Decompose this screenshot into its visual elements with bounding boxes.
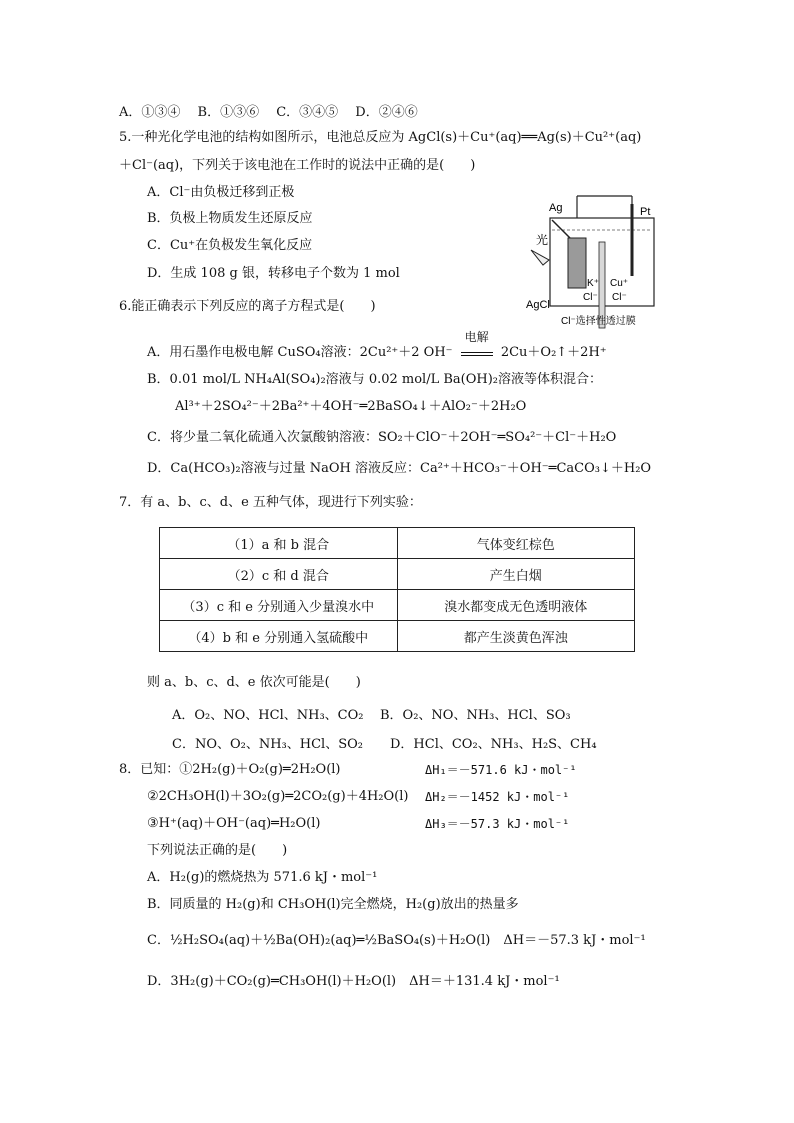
table-cell-experiment: （4）b 和 e 分别通入氢硫酸中 — [160, 621, 398, 652]
q8-equation-2: ②2CH₃OH(l)＋3O₂(g)═2CO₂(g)＋4H₂O(l) — [147, 789, 409, 804]
q8-option-c: C．½H₂SO₄(aq)＋½Ba(OH)₂(aq)═½BaSO₄(s)＋H₂O(l) ΔH＝－57.3 kJ・mol⁻¹ — [147, 933, 646, 948]
table-row — [160, 528, 635, 559]
agcl-electrode — [568, 238, 586, 288]
label-cl-right: Cl⁻ — [612, 292, 627, 303]
light-arrow-icon — [531, 250, 549, 265]
table-cell-experiment: （3）c 和 e 分别通入少量溴水中 — [160, 590, 398, 621]
q8-delta-h-2: ΔH₂＝－1452 kJ・mol⁻¹ — [425, 790, 570, 804]
q7-ask: 则 a、b、c、d、e 依次可能是( ) — [147, 675, 361, 690]
q7-option-a: A．O₂、NO、HCl、NH₃、CO₂ — [172, 708, 364, 723]
q7-option-c: C．NO、O₂、NH₃、HCl、SO₂ — [172, 737, 363, 752]
table-row — [160, 590, 635, 621]
q7-experiment-table — [159, 527, 635, 652]
q6-option-a-rhs: 2Cu＋O₂↑＋2H⁺ — [500, 345, 607, 360]
q5-stem-line-2: ＋Cl⁻(aq)，下列关于该电池在工作时的说法中正确的是( ) — [119, 158, 476, 173]
q8-equation-3: ③H⁺(aq)＋OH⁻(aq)═H₂O(l) — [147, 816, 321, 831]
table-cell-experiment: （2）c 和 d 混合 — [160, 559, 398, 590]
q8-option-a: A．H₂(g)的燃烧热为 571.6 kJ・mol⁻¹ — [147, 870, 378, 885]
electrolysis-label: 电解 — [464, 330, 489, 344]
q5-stem-line-1: 5.一种光化学电池的结构如图所示，电池总反应为 AgCl(s)＋Cu⁺(aq)══Ag(s)＋Cu²⁺(aq) — [119, 130, 642, 145]
electrolysis-sign — [461, 330, 493, 356]
membrane-caption: Cl⁻选择性透过膜 — [561, 316, 636, 327]
label-agcl: AgCl — [526, 299, 550, 311]
q8-option-b: B．同质量的 H₂(g)和 CH₃OH(l)完全燃烧，H₂(g)放出的热量多 — [147, 897, 519, 912]
electrolysis-bar — [461, 352, 493, 356]
q5-option-d: D．生成 108 g 银，转移电子个数为 1 mol — [147, 266, 400, 281]
q8-option-d: D．3H₂(g)＋CO₂(g)═CH₃OH(l)＋H₂O(l) ΔH＝＋131.4 kJ・mol⁻¹ — [147, 974, 560, 989]
q6-option-b: B．0.01 mol/L NH₄Al(SO₄)₂溶液与 0.02 mol/L Ba(OH)₂溶液等体积混合： — [147, 372, 603, 387]
table-cell-experiment: （1）a 和 b 混合 — [160, 528, 398, 559]
previous-question-options: A．①③④ B．①③⑥ C．③④⑤ D．②④⑥ — [119, 105, 418, 120]
q6-option-b-equation: Al³⁺＋2SO₄²⁻＋2Ba²⁺＋4OH⁻═2BaSO₄↓＋AlO₂⁻＋2H₂O — [175, 399, 527, 414]
q6-option-c: C．将少量二氧化硫通入次氯酸钠溶液：SO₂＋ClO⁻＋2OH⁻═SO₄²⁻＋Cl⁻＋H₂O — [147, 430, 617, 445]
label-ag: Ag — [549, 202, 563, 214]
table-cell-result: 气体变红棕色 — [397, 528, 635, 559]
table-cell-result: 产生白烟 — [397, 559, 635, 590]
q7-stem: 7．有 a、b、c、d、e 五种气体，现进行下列实验： — [119, 495, 422, 510]
label-cu-ion: Cu⁺ — [610, 278, 629, 289]
q6-option-a — [147, 330, 607, 362]
photochemical-cell-diagram — [523, 190, 658, 330]
q5-option-b: B．负极上物质发生还原反应 — [147, 211, 313, 226]
q5-option-a: A．Cl⁻由负极迁移到正极 — [147, 185, 295, 200]
q5-option-c: C．Cu⁺在负极发生氧化反应 — [147, 238, 313, 253]
q6-option-d: D．Ca(HCO₃)₂溶液与过量 NaOH 溶液反应：Ca²⁺＋HCO₃⁻＋OH⁻═CaCO₃↓＋H₂O — [147, 461, 652, 476]
q7-option-d: D．HCl、CO₂、NH₃、H₂S、CH₄ — [390, 737, 597, 752]
table-cell-result: 都产生淡黄色浑浊 — [397, 621, 635, 652]
q8-ask: 下列说法正确的是( ) — [147, 843, 288, 858]
q8-delta-h-1: ΔH₁＝－571.6 kJ・mol⁻¹ — [425, 763, 577, 777]
table-cell-result: 溴水都变成无色透明液体 — [397, 590, 635, 621]
table-row — [160, 621, 635, 652]
label-cl-left: Cl⁻ — [583, 292, 598, 303]
q8-delta-h-3: ΔH₃＝－57.3 kJ・mol⁻¹ — [425, 817, 570, 831]
label-pt: Pt — [640, 206, 651, 218]
label-k-ion: K⁺ — [587, 278, 599, 289]
label-light: 光 — [536, 233, 549, 247]
table-row — [160, 559, 635, 590]
q8-equation-1: 8．已知：①2H₂(g)＋O₂(g)═2H₂O(l) — [119, 762, 341, 777]
q6-option-a-lhs: A．用石墨作电极电解 CuSO₄溶液：2Cu²⁺＋2 OH⁻ — [147, 345, 453, 360]
q7-option-b: B．O₂、NO、NH₃、HCl、SO₃ — [380, 708, 571, 723]
q6-stem: 6.能正确表示下列反应的离子方程式是( ) — [119, 299, 376, 314]
